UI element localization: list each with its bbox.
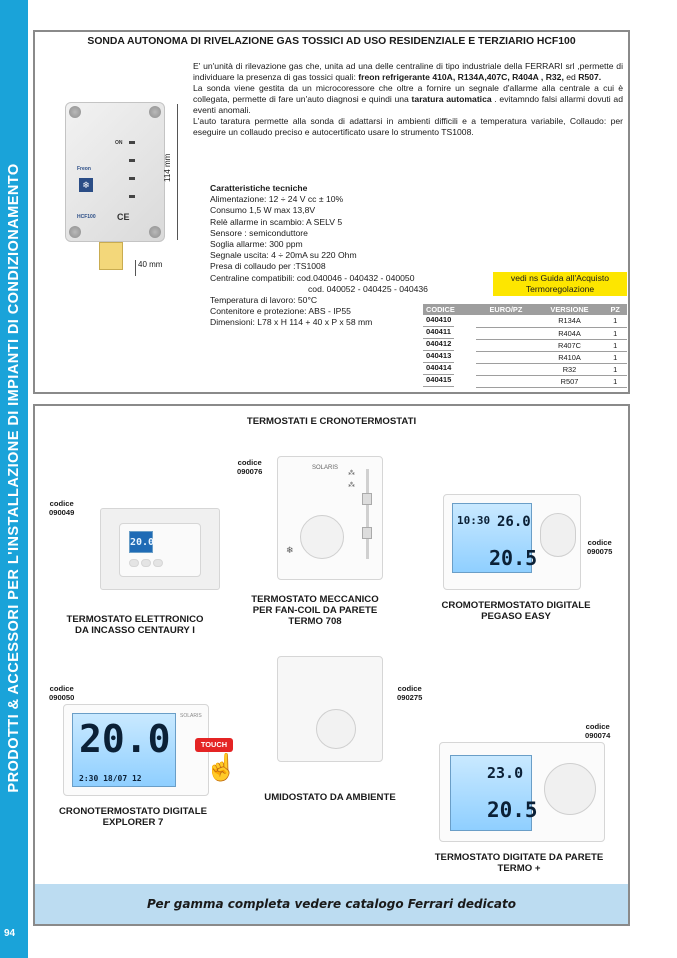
sidebar-title: PRODOTTI & ACCESSORI PER L'INSTALLAZIONE DI IMPIANTI DI CONDIZIONAMENTO [6, 163, 22, 793]
probe-dimension-label: 40 mm [138, 260, 163, 269]
brand-label: SOLARIS [312, 465, 339, 471]
table-cell: R507 [536, 375, 604, 387]
control-pad[interactable] [540, 513, 576, 557]
table-cell: 040414 [423, 363, 454, 375]
column-header: VERSIONE [536, 304, 604, 315]
table-cell: R32 [536, 363, 604, 375]
height-dimension-line [177, 104, 178, 240]
spec-line: Centraline compatibili: cod.040046 - 040432 - 040050 [210, 272, 415, 283]
spec-line: Dimensioni: L78 x H 114 + 40 x P x 58 mm [210, 317, 373, 328]
ce-mark: CE [117, 212, 130, 222]
led-icon [129, 177, 135, 180]
column-header: CODICE [423, 304, 476, 315]
led-icon [129, 159, 135, 162]
table-cell: 040413 [423, 351, 454, 363]
spec-line: Temperatura di lavoro: 50°C [210, 295, 318, 306]
product-code-table [423, 304, 627, 388]
table-cell: 040411 [423, 327, 454, 339]
table-cell: 1 [603, 375, 627, 387]
table-cell: 040412 [423, 339, 454, 351]
table-header-row [423, 304, 627, 315]
termo708-thermostat-image [277, 456, 383, 580]
spec-line: Sensore : semiconduttore [210, 227, 308, 238]
temperature-knob[interactable] [300, 515, 344, 559]
snowflake-icon: ❄ [79, 178, 93, 192]
led-icon [129, 141, 135, 144]
product-code: codice 090050 [49, 684, 75, 702]
time-date-readout: 2:30 18/07 12 [79, 774, 142, 783]
lcd-display [72, 713, 176, 787]
table-cell: 1 [603, 327, 627, 339]
control-dial[interactable] [544, 763, 596, 815]
time-readout: 10:30 [457, 514, 491, 527]
table-cell [476, 375, 535, 387]
spec-line: Relè allarme in scambio: A SELV 5 [210, 216, 343, 227]
screw-icon [69, 226, 81, 238]
table-cell: 1 [603, 315, 627, 327]
termo-plus-thermostat-image [439, 742, 605, 842]
device-model-label: HCF100 [77, 214, 96, 220]
hcf100-device-image [65, 102, 165, 242]
device-brand-label: Freon [77, 166, 91, 172]
table-row [423, 363, 627, 375]
table-cell: R134A [536, 315, 604, 327]
lcd-display: 20.0 [129, 531, 153, 553]
product-code: codice 090076 [237, 458, 263, 476]
room-temperature: 20.5 [487, 798, 538, 822]
table-row [423, 375, 627, 387]
touch-badge: TOUCH [195, 738, 233, 752]
set-temperature: 26.0 [497, 514, 531, 530]
device-body [65, 102, 165, 242]
slider-track [366, 469, 369, 559]
column-header: EURO/PZ [476, 304, 535, 315]
button-icon [153, 559, 163, 567]
table-cell: R404A [536, 327, 604, 339]
table-cell [476, 315, 535, 327]
table-cell [476, 351, 535, 363]
lcd-display [452, 503, 538, 573]
product-name: UMIDOSTATO DA AMBIENTE [264, 792, 396, 803]
spec-line: Presa di collaudo per :TS1008 [210, 261, 326, 272]
product-name: TERMOSTATO ELETTRONICO DA INCASSO CENTAURY I [66, 614, 204, 636]
pegaso-thermostat-image [443, 494, 581, 590]
guide-line: vedi ns Guida all'Acquisto [510, 273, 610, 283]
table-cell: 040410 [423, 315, 454, 327]
set-temperature: 23.0 [487, 764, 524, 782]
table-cell: 1 [603, 339, 627, 351]
table-cell: R410A [536, 351, 604, 363]
height-dimension-label: 114 mm [163, 153, 172, 182]
product-name: TERMOSTATO DIGITATE DA PARETE TERMO + [434, 852, 604, 874]
spec-line: Soglia allarme: 300 ppm [210, 239, 303, 250]
product-code: codice 090275 [397, 684, 423, 702]
section-title: TERMOSTATI E CRONOTERMOSTATI [246, 416, 417, 427]
table-cell [476, 339, 535, 351]
button-icon [129, 559, 139, 567]
product-description: E' un'unità di rilevazione gas che, unita ad una delle centraline di tipo industriale della FERRARI srl ,permette di individuare la presenza di gas tossici quali: freon refrigerante 410A, R134A,407C, R404A , R32, ed R507. La sonda viene gestita da un microcoressore che oltre a fornire un segnale d'allarme alla centrale a cui è collegata, permette di fare un'auto diagnosi e quindi una taratura automatica . evitamndo falsi allarmi dovuti ad eventi anomali. L'auto taratura permette alla sonda di adattarsi in ambienti difficili e a temperatura variabile, Collaudo: per eseguire un collaudo preciso e autocertificato usare lo strumento TS1008. [193, 61, 623, 137]
spec-line: Contenitore e protezione: ABS - IP55 [210, 306, 351, 317]
spec-line: Segnale uscita: 4 ÷ 20mA su 220 Ohm [210, 250, 357, 261]
explorer7-thermostat-image [63, 704, 209, 796]
fan-icon: ⁂ [348, 470, 355, 477]
table-row [423, 327, 627, 339]
led-icon [129, 195, 135, 198]
humidity-knob[interactable] [316, 709, 356, 749]
spec-line: Consumo 1,5 W max 13,8V [210, 205, 316, 216]
product-code: codice 090074 [585, 722, 611, 740]
table-cell: R407C [536, 339, 604, 351]
product-name: CROMOTERMOSTATO DIGITALE PEGASO EASY [441, 600, 591, 622]
table-row [423, 315, 627, 327]
fan-icon: ⁂ [348, 482, 355, 489]
sensor-probe [99, 242, 123, 270]
hand-pointer-icon: ☝ [205, 752, 238, 782]
table-row [423, 351, 627, 363]
product-code: codice 090075 [587, 538, 613, 556]
product-name: CRONOTERMOSTATO DIGITALE EXPLORER 7 [59, 806, 207, 828]
product-name: TERMOSTATO MECCANICO PER FAN-COIL DA PARETE TERMO 708 [251, 594, 379, 627]
screw-icon [149, 106, 161, 118]
centaury-thermostat-image [100, 508, 220, 590]
column-header: PZ [603, 304, 627, 315]
section-title: SONDA AUTONOMA DI RIVELAZIONE GAS TOSSICI AD USO RESIDENZIALE E TERZIARIO HCF100 [87, 36, 576, 47]
screw-icon [69, 106, 81, 118]
table-cell [476, 327, 535, 339]
fan-speed-slider[interactable] [362, 493, 372, 505]
guide-line: Termoregolazione [525, 284, 595, 294]
probe-dimension-line [135, 260, 136, 276]
snowflake-icon: ❄ [286, 545, 294, 555]
page-number: 94 [4, 928, 16, 939]
product-code: codice 090049 [49, 499, 75, 517]
temperature-readout: 20.0 [79, 717, 171, 761]
table-cell: 1 [603, 351, 627, 363]
footer-note: Per gamma completa vedere catalogo Ferrari dedicato [35, 884, 628, 924]
screw-icon [149, 226, 161, 238]
device-on-label: ON [115, 140, 123, 146]
sidebar [0, 0, 28, 958]
spec-line: cod. 040052 - 040425 - 040436 [308, 283, 428, 294]
humidistat-image [277, 656, 383, 762]
table-cell: 1 [603, 363, 627, 375]
table-row [423, 339, 627, 351]
lcd-display [450, 755, 538, 831]
specs-title: Caratteristiche tecniche [210, 183, 308, 193]
mode-slider[interactable] [362, 527, 372, 539]
guide-reference-box [493, 272, 627, 296]
table-cell [476, 363, 535, 375]
button-icon [141, 559, 151, 567]
spec-line: Alimentazione: 12 ÷ 24 V cc ± 10% [210, 194, 344, 205]
room-temperature: 20.5 [489, 546, 538, 570]
thermostats-section [33, 404, 630, 926]
gas-sensor-section [33, 30, 630, 394]
brand-label: SOLARIS [180, 713, 202, 719]
table-cell: 040415 [423, 375, 454, 387]
